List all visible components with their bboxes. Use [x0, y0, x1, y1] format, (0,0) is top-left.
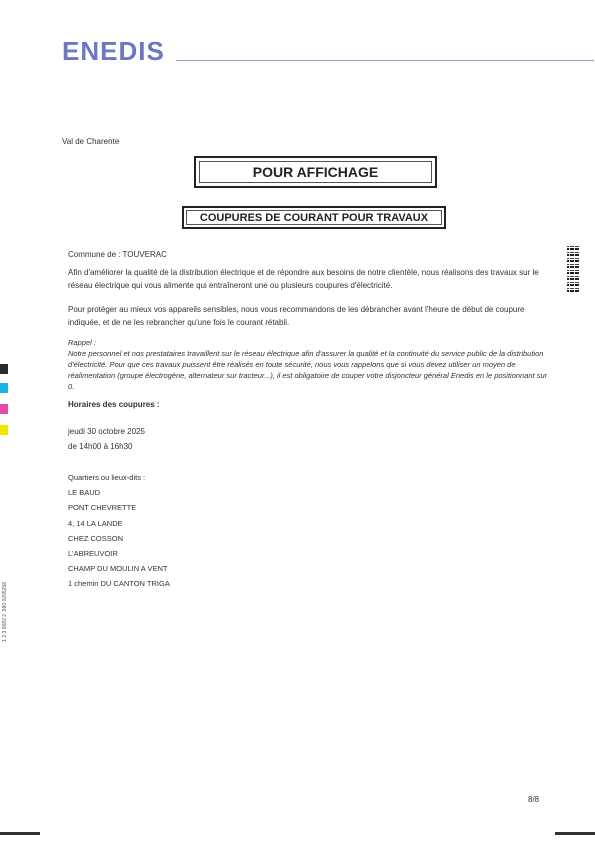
reminder-text: Notre personnel et nos prestataires travaillent sur le réseau électrique afin d'assurer la qualité et la continuité du service public de la distribution d'électricité. Pour que ces travaux puissent être réalisés en toute sécurité, nous vous rappelons que si vous devez utiliser un moyen de réalimentation (groupe électrogène, alternateur sur tracteur...), il est obligatoire de couper votre disjoncteur général Enedis en le positionnant sur 0.	[68, 349, 548, 391]
side-reference-code: 1 2 3 6682 2 .980 0205258	[2, 582, 8, 642]
list-item: 1 chemin DU CANTON TRIGA	[68, 579, 170, 589]
title-box	[194, 156, 437, 188]
page-title: POUR AFFICHAGE	[199, 161, 432, 183]
list-item: CHAMP DU MOULIN A VENT	[68, 564, 168, 574]
region-label: Val de Charente	[62, 137, 120, 146]
schedule-time: de 14h00 à 16h30	[68, 442, 133, 451]
schedule-date: jeudi 30 octobre 2025	[68, 427, 145, 436]
color-swatch-cyan	[0, 383, 8, 393]
subtitle-box	[182, 206, 446, 229]
color-swatch-black	[0, 364, 8, 374]
datamatrix-code-overlay	[567, 244, 579, 292]
commune-line: Commune de : TOUVERAC	[68, 250, 167, 259]
advice-paragraph: Pour protéger au mieux vos appareils sensibles, nous vous recommandons de les débrancher avant l'heure de début de coupure indiquée, et de ne les rebrancher qu'une fois le courant rétabli.	[68, 305, 525, 327]
bottom-bar-left	[0, 832, 40, 835]
list-item: 4, 14 LA LANDE	[68, 518, 123, 528]
list-item: PONT CHEVRETTE	[68, 503, 137, 513]
page-number: 8/8	[528, 795, 540, 804]
header-rule	[176, 60, 594, 61]
list-item: LE BAUD	[68, 488, 101, 498]
enedis-logo: ENEDIS	[62, 36, 165, 66]
color-swatch-magenta	[0, 404, 8, 414]
bottom-bar-right	[555, 832, 595, 835]
locations-list	[68, 470, 170, 592]
page-subtitle: COUPURES DE COURANT POUR TRAVAUX	[186, 210, 442, 225]
intro-paragraph: Afin d'améliorer la qualité de la distribution électrique et de répondre aux besoins de notre clientèle, nous réalisons des travaux sur le réseau électrique qui vous alimente qui entraîneront une ou plusieurs coupures d'électricité.	[68, 268, 539, 290]
color-swatch-yellow	[0, 425, 8, 435]
list-item: L'ABREUVOIR	[68, 549, 118, 559]
reminder-title: Rappel :	[68, 338, 96, 347]
list-item: CHEZ COSSON	[68, 533, 124, 543]
locations-heading: Quartiers ou lieux-dits :	[68, 473, 146, 482]
schedule-heading: Horaires des coupures :	[68, 400, 160, 409]
